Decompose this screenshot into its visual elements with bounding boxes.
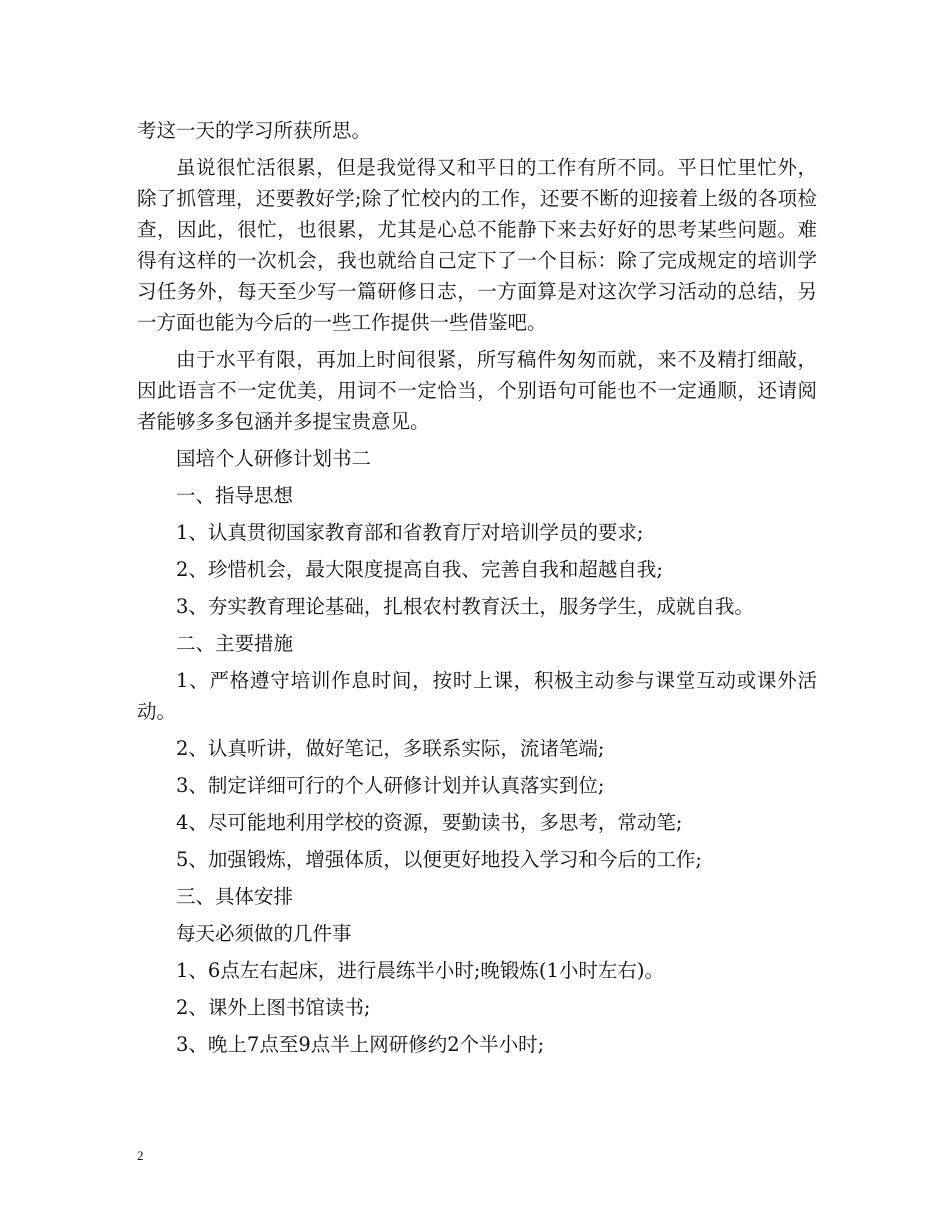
list-item: 2、课外上图书馆读书;	[176, 996, 371, 1019]
list-item: 1、认真贯彻国家教育部和省教育厅对培训学员的要求;	[176, 521, 644, 544]
paragraph-limited-level: 由于水平有限，再加上时间很紧，所写稿件匆匆而就，来不及精打细敲，因此语言不一定优美，用词不一定恰当，个别语句可能也不一定通顺，还请阅者能够多多包涵并多提宝贵意见。	[137, 348, 817, 433]
heading-guiding-thought: 一、指导思想	[176, 484, 294, 507]
subheading-daily-tasks: 每天必须做的几件事	[176, 922, 352, 945]
list-item: 3、制定详细可行的个人研修计划并认真落实到位;	[176, 774, 605, 797]
document-body	[137, 115, 817, 1060]
list-item: 3、夯实教育理论基础，扎根农村教育沃土，服务学生，成就自我。	[176, 595, 754, 618]
list-item: 3、晚上7点至9点半上网研修约2个半小时;	[176, 1033, 545, 1056]
heading-specific-arrangement: 三、具体安排	[176, 885, 294, 908]
list-item: 2、认真听讲，做好笔记，多联系实际，流诸笔端;	[176, 737, 605, 760]
paragraph-busy-work: 虽说很忙活很累，但是我觉得又和平日的工作有所不同。平日忙里忙外，除了抓管理，还要教好学;除了忙校内的工作，还要不断的迎接着上级的各项检查，因此，很忙，也很累，尤其是心总不能静下来去好好的思考某些问题。难得有这样的一次机会，我也就给自己定下了一个目标：除了完成规定的培训学习任务外，每天至少写一篇研修日志，一方面算是对这次学习活动的总结，另一方面也能为今后的一些工作提供一些借鉴吧。	[137, 156, 817, 334]
section-title: 国培个人研修计划书二	[176, 447, 372, 470]
list-item: 1、6点左右起床，进行晨练半小时;晚锻炼(1小时左右)。	[176, 959, 665, 982]
list-item: 5、加强锻炼，增强体质，以便更好地投入学习和今后的工作;	[176, 848, 702, 871]
list-item: 2、珍惜机会，最大限度提高自我、完善自我和超越自我;	[176, 558, 663, 581]
list-item: 4、尽可能地利用学校的资源，要勤读书，多思考，常动笔;	[176, 811, 683, 834]
heading-main-measures: 二、主要措施	[176, 632, 294, 655]
paragraph-continuation: 考这一天的学习所获所思。	[137, 119, 372, 142]
list-item: 1、严格遵守培训作息时间，按时上课，积极主动参与课堂互动或课外活动。	[137, 669, 817, 723]
page-number: 2	[137, 1148, 144, 1163]
